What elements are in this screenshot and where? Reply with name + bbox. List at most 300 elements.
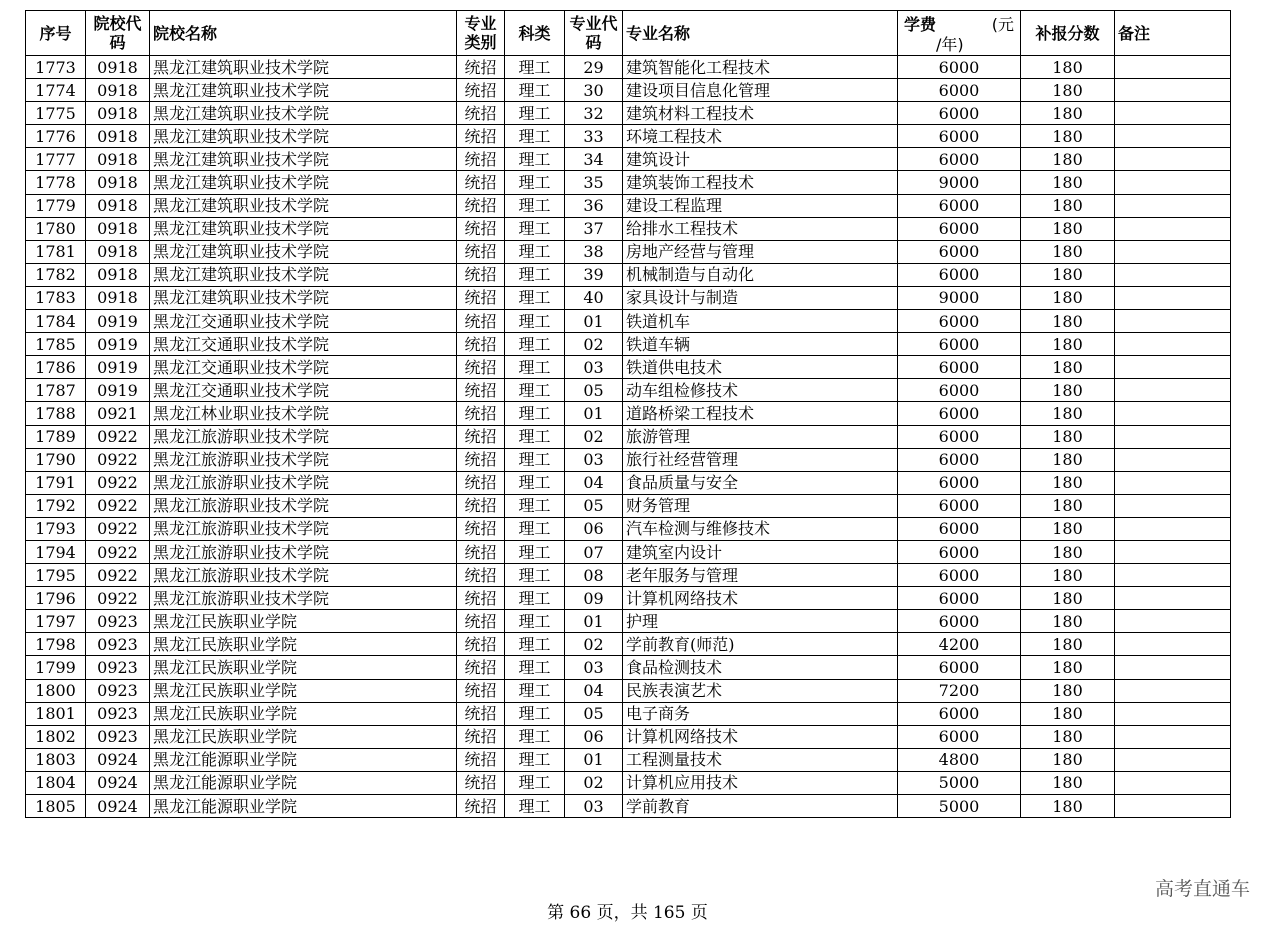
cell-school-name: 黑龙江民族职业学院 xyxy=(150,633,457,656)
cell-school-code: 0919 xyxy=(86,333,150,356)
cell-subject: 理工 xyxy=(505,633,565,656)
cell-score: 180 xyxy=(1021,587,1115,610)
cell-subject: 理工 xyxy=(505,448,565,471)
cell-subject: 理工 xyxy=(505,56,565,79)
cell-seq: 1777 xyxy=(26,148,86,171)
cell-fee: 9000 xyxy=(898,171,1021,194)
cell-school-name: 黑龙江民族职业学院 xyxy=(150,725,457,748)
cell-fee: 6000 xyxy=(898,310,1021,333)
cell-seq: 1786 xyxy=(26,356,86,379)
cell-school-code: 0921 xyxy=(86,402,150,425)
cell-major-code: 01 xyxy=(565,748,623,771)
cell-subject: 理工 xyxy=(505,286,565,309)
cell-major-code: 36 xyxy=(565,194,623,217)
cell-school-code: 0918 xyxy=(86,148,150,171)
cell-score: 180 xyxy=(1021,125,1115,148)
cell-fee: 6000 xyxy=(898,402,1021,425)
cell-seq: 1797 xyxy=(26,610,86,633)
cell-school-name: 黑龙江建筑职业技术学院 xyxy=(150,79,457,102)
cell-subject: 理工 xyxy=(505,125,565,148)
cell-seq: 1802 xyxy=(26,725,86,748)
cell-major-code: 01 xyxy=(565,310,623,333)
cell-fee: 6000 xyxy=(898,517,1021,540)
header-row xyxy=(26,11,1231,56)
cell-major-code: 39 xyxy=(565,263,623,286)
cell-major-code: 09 xyxy=(565,587,623,610)
cell-subject: 理工 xyxy=(505,702,565,725)
cell-major-type: 统招 xyxy=(457,171,505,194)
cell-fee: 6000 xyxy=(898,125,1021,148)
cell-major-name: 老年服务与管理 xyxy=(623,564,898,587)
cell-subject: 理工 xyxy=(505,795,565,818)
cell-school-name: 黑龙江交通职业技术学院 xyxy=(150,333,457,356)
cell-major-code: 03 xyxy=(565,448,623,471)
cell-major-type: 统招 xyxy=(457,540,505,563)
cell-score: 180 xyxy=(1021,56,1115,79)
cell-major-code: 03 xyxy=(565,656,623,679)
header-fee-unit-b: /年) xyxy=(936,35,964,54)
cell-fee: 6000 xyxy=(898,217,1021,240)
table-row xyxy=(26,217,1231,240)
cell-subject: 理工 xyxy=(505,494,565,517)
cell-seq: 1774 xyxy=(26,79,86,102)
cell-major-code: 38 xyxy=(565,240,623,263)
table-row xyxy=(26,263,1231,286)
cell-school-code: 0923 xyxy=(86,679,150,702)
cell-school-code: 0918 xyxy=(86,171,150,194)
cell-fee: 6000 xyxy=(898,79,1021,102)
cell-subject: 理工 xyxy=(505,725,565,748)
cell-note xyxy=(1115,356,1231,379)
table-row xyxy=(26,356,1231,379)
cell-seq: 1791 xyxy=(26,471,86,494)
table-row xyxy=(26,425,1231,448)
cell-school-name: 黑龙江旅游职业技术学院 xyxy=(150,587,457,610)
cell-major-name: 建筑材料工程技术 xyxy=(623,102,898,125)
cell-major-code: 33 xyxy=(565,125,623,148)
cell-major-type: 统招 xyxy=(457,356,505,379)
cell-score: 180 xyxy=(1021,333,1115,356)
cell-subject: 理工 xyxy=(505,610,565,633)
cell-subject: 理工 xyxy=(505,748,565,771)
cell-subject: 理工 xyxy=(505,771,565,794)
cell-fee: 6000 xyxy=(898,540,1021,563)
cell-fee: 6000 xyxy=(898,333,1021,356)
cell-major-code: 35 xyxy=(565,171,623,194)
cell-note xyxy=(1115,471,1231,494)
cell-school-code: 0923 xyxy=(86,725,150,748)
cell-score: 180 xyxy=(1021,771,1115,794)
cell-major-name: 民族表演艺术 xyxy=(623,679,898,702)
cell-school-name: 黑龙江旅游职业技术学院 xyxy=(150,564,457,587)
cell-fee: 4800 xyxy=(898,748,1021,771)
cell-subject: 理工 xyxy=(505,379,565,402)
cell-school-name: 黑龙江旅游职业技术学院 xyxy=(150,494,457,517)
table-row xyxy=(26,748,1231,771)
cell-seq: 1796 xyxy=(26,587,86,610)
cell-fee: 6000 xyxy=(898,656,1021,679)
cell-fee: 7200 xyxy=(898,679,1021,702)
cell-seq: 1792 xyxy=(26,494,86,517)
cell-seq: 1801 xyxy=(26,702,86,725)
cell-major-name: 工程测量技术 xyxy=(623,748,898,771)
cell-score: 180 xyxy=(1021,356,1115,379)
cell-major-code: 37 xyxy=(565,217,623,240)
cell-major-code: 04 xyxy=(565,679,623,702)
cell-school-code: 0922 xyxy=(86,587,150,610)
cell-fee: 5000 xyxy=(898,795,1021,818)
header-school-name: 院校名称 xyxy=(150,11,457,56)
cell-school-code: 0918 xyxy=(86,125,150,148)
cell-school-code: 0922 xyxy=(86,564,150,587)
cell-major-name: 给排水工程技术 xyxy=(623,217,898,240)
cell-note xyxy=(1115,494,1231,517)
cell-fee: 6000 xyxy=(898,494,1021,517)
cell-major-name: 护理 xyxy=(623,610,898,633)
table-row xyxy=(26,610,1231,633)
cell-major-code: 05 xyxy=(565,494,623,517)
cell-subject: 理工 xyxy=(505,194,565,217)
cell-note xyxy=(1115,79,1231,102)
cell-major-type: 统招 xyxy=(457,448,505,471)
cell-major-name: 学前教育(师范) xyxy=(623,633,898,656)
header-fee xyxy=(898,11,1021,56)
cell-school-name: 黑龙江民族职业学院 xyxy=(150,679,457,702)
cell-score: 180 xyxy=(1021,517,1115,540)
cell-major-name: 计算机应用技术 xyxy=(623,771,898,794)
cell-major-code: 03 xyxy=(565,795,623,818)
cell-note xyxy=(1115,702,1231,725)
cell-major-type: 统招 xyxy=(457,56,505,79)
cell-score: 180 xyxy=(1021,310,1115,333)
cell-fee: 6000 xyxy=(898,448,1021,471)
cell-seq: 1803 xyxy=(26,748,86,771)
table-row xyxy=(26,471,1231,494)
cell-fee: 6000 xyxy=(898,564,1021,587)
cell-school-name: 黑龙江建筑职业技术学院 xyxy=(150,240,457,263)
cell-school-code: 0922 xyxy=(86,517,150,540)
cell-seq: 1779 xyxy=(26,194,86,217)
cell-major-type: 统招 xyxy=(457,771,505,794)
cell-subject: 理工 xyxy=(505,564,565,587)
cell-major-name: 电子商务 xyxy=(623,702,898,725)
cell-major-code: 02 xyxy=(565,425,623,448)
cell-subject: 理工 xyxy=(505,679,565,702)
cell-major-type: 统招 xyxy=(457,102,505,125)
cell-major-code: 05 xyxy=(565,702,623,725)
cell-subject: 理工 xyxy=(505,517,565,540)
cell-score: 180 xyxy=(1021,379,1115,402)
cell-major-code: 02 xyxy=(565,333,623,356)
cell-school-name: 黑龙江民族职业学院 xyxy=(150,656,457,679)
cell-major-type: 统招 xyxy=(457,402,505,425)
cell-major-code: 06 xyxy=(565,517,623,540)
cell-school-name: 黑龙江民族职业学院 xyxy=(150,610,457,633)
cell-major-name: 旅游管理 xyxy=(623,425,898,448)
cell-subject: 理工 xyxy=(505,102,565,125)
cell-school-name: 黑龙江能源职业学院 xyxy=(150,748,457,771)
table-row xyxy=(26,402,1231,425)
cell-subject: 理工 xyxy=(505,471,565,494)
cell-seq: 1785 xyxy=(26,333,86,356)
cell-major-type: 统招 xyxy=(457,795,505,818)
table-row xyxy=(26,633,1231,656)
cell-note xyxy=(1115,148,1231,171)
table-row xyxy=(26,656,1231,679)
cell-seq: 1793 xyxy=(26,517,86,540)
cell-major-type: 统招 xyxy=(457,564,505,587)
cell-school-name: 黑龙江能源职业学院 xyxy=(150,795,457,818)
cell-major-name: 计算机网络技术 xyxy=(623,587,898,610)
cell-major-type: 统招 xyxy=(457,656,505,679)
table-row xyxy=(26,771,1231,794)
header-fee-label: 学费 xyxy=(904,15,937,34)
cell-major-name: 铁道供电技术 xyxy=(623,356,898,379)
cell-major-code: 05 xyxy=(565,379,623,402)
cell-seq: 1790 xyxy=(26,448,86,471)
table-row xyxy=(26,286,1231,309)
cell-major-name: 建设工程监理 xyxy=(623,194,898,217)
cell-score: 180 xyxy=(1021,79,1115,102)
cell-major-name: 食品质量与安全 xyxy=(623,471,898,494)
cell-seq: 1782 xyxy=(26,263,86,286)
cell-school-code: 0923 xyxy=(86,633,150,656)
cell-major-type: 统招 xyxy=(457,148,505,171)
admission-table xyxy=(25,10,1231,818)
cell-note xyxy=(1115,333,1231,356)
cell-major-type: 统招 xyxy=(457,587,505,610)
cell-major-name: 食品检测技术 xyxy=(623,656,898,679)
cell-subject: 理工 xyxy=(505,240,565,263)
cell-fee: 6000 xyxy=(898,240,1021,263)
table-row xyxy=(26,148,1231,171)
cell-major-name: 旅行社经营管理 xyxy=(623,448,898,471)
cell-note xyxy=(1115,217,1231,240)
cell-seq: 1799 xyxy=(26,656,86,679)
cell-fee: 6000 xyxy=(898,379,1021,402)
cell-school-name: 黑龙江建筑职业技术学院 xyxy=(150,125,457,148)
cell-major-code: 03 xyxy=(565,356,623,379)
cell-score: 180 xyxy=(1021,402,1115,425)
cell-note xyxy=(1115,102,1231,125)
table-row xyxy=(26,587,1231,610)
cell-school-name: 黑龙江建筑职业技术学院 xyxy=(150,171,457,194)
cell-school-code: 0923 xyxy=(86,702,150,725)
cell-school-code: 0922 xyxy=(86,494,150,517)
cell-score: 180 xyxy=(1021,725,1115,748)
cell-school-code: 0918 xyxy=(86,286,150,309)
cell-score: 180 xyxy=(1021,633,1115,656)
table-row xyxy=(26,379,1231,402)
cell-score: 180 xyxy=(1021,194,1115,217)
cell-school-name: 黑龙江交通职业技术学院 xyxy=(150,356,457,379)
cell-school-name: 黑龙江建筑职业技术学院 xyxy=(150,194,457,217)
cell-fee: 6000 xyxy=(898,56,1021,79)
table-row xyxy=(26,194,1231,217)
cell-seq: 1773 xyxy=(26,56,86,79)
cell-note xyxy=(1115,679,1231,702)
cell-fee: 6000 xyxy=(898,587,1021,610)
cell-major-type: 统招 xyxy=(457,471,505,494)
cell-score: 180 xyxy=(1021,679,1115,702)
cell-note xyxy=(1115,610,1231,633)
cell-school-name: 黑龙江建筑职业技术学院 xyxy=(150,56,457,79)
cell-school-name: 黑龙江交通职业技术学院 xyxy=(150,379,457,402)
cell-major-name: 建设项目信息化管理 xyxy=(623,79,898,102)
cell-fee: 6000 xyxy=(898,425,1021,448)
cell-note xyxy=(1115,633,1231,656)
cell-school-name: 黑龙江能源职业学院 xyxy=(150,771,457,794)
cell-subject: 理工 xyxy=(505,171,565,194)
table-row xyxy=(26,56,1231,79)
cell-seq: 1805 xyxy=(26,795,86,818)
cell-score: 180 xyxy=(1021,702,1115,725)
cell-subject: 理工 xyxy=(505,587,565,610)
table-row xyxy=(26,240,1231,263)
table-row xyxy=(26,679,1231,702)
cell-fee: 6000 xyxy=(898,148,1021,171)
cell-major-name: 房地产经营与管理 xyxy=(623,240,898,263)
cell-score: 180 xyxy=(1021,148,1115,171)
table-row xyxy=(26,540,1231,563)
table-row xyxy=(26,102,1231,125)
cell-fee: 6000 xyxy=(898,102,1021,125)
header-major-code: 专业代码 xyxy=(565,11,623,56)
cell-major-type: 统招 xyxy=(457,702,505,725)
cell-fee: 6000 xyxy=(898,702,1021,725)
cell-school-code: 0922 xyxy=(86,540,150,563)
table-row xyxy=(26,795,1231,818)
cell-fee: 9000 xyxy=(898,286,1021,309)
cell-school-code: 0918 xyxy=(86,217,150,240)
cell-major-type: 统招 xyxy=(457,633,505,656)
cell-note xyxy=(1115,402,1231,425)
cell-major-code: 02 xyxy=(565,633,623,656)
cell-major-type: 统招 xyxy=(457,217,505,240)
cell-note xyxy=(1115,379,1231,402)
cell-major-name: 计算机网络技术 xyxy=(623,725,898,748)
cell-seq: 1800 xyxy=(26,679,86,702)
cell-school-name: 黑龙江建筑职业技术学院 xyxy=(150,286,457,309)
cell-seq: 1780 xyxy=(26,217,86,240)
cell-subject: 理工 xyxy=(505,356,565,379)
cell-school-code: 0923 xyxy=(86,610,150,633)
cell-major-code: 32 xyxy=(565,102,623,125)
cell-subject: 理工 xyxy=(505,540,565,563)
cell-school-name: 黑龙江旅游职业技术学院 xyxy=(150,517,457,540)
cell-note xyxy=(1115,125,1231,148)
cell-score: 180 xyxy=(1021,240,1115,263)
cell-major-code: 06 xyxy=(565,725,623,748)
cell-seq: 1789 xyxy=(26,425,86,448)
cell-note xyxy=(1115,448,1231,471)
cell-subject: 理工 xyxy=(505,217,565,240)
table-row xyxy=(26,702,1231,725)
cell-school-code: 0924 xyxy=(86,795,150,818)
cell-major-type: 统招 xyxy=(457,425,505,448)
cell-school-name: 黑龙江交通职业技术学院 xyxy=(150,310,457,333)
table-row xyxy=(26,79,1231,102)
cell-note xyxy=(1115,286,1231,309)
header-major-name: 专业名称 xyxy=(623,11,898,56)
cell-subject: 理工 xyxy=(505,425,565,448)
cell-major-type: 统招 xyxy=(457,263,505,286)
cell-seq: 1795 xyxy=(26,564,86,587)
cell-note xyxy=(1115,656,1231,679)
cell-score: 180 xyxy=(1021,448,1115,471)
cell-major-type: 统招 xyxy=(457,610,505,633)
cell-major-code: 07 xyxy=(565,540,623,563)
table-row xyxy=(26,564,1231,587)
cell-score: 180 xyxy=(1021,795,1115,818)
table-row xyxy=(26,517,1231,540)
table-row xyxy=(26,310,1231,333)
cell-school-code: 0919 xyxy=(86,379,150,402)
cell-fee: 6000 xyxy=(898,471,1021,494)
cell-note xyxy=(1115,310,1231,333)
cell-score: 180 xyxy=(1021,263,1115,286)
cell-fee: 6000 xyxy=(898,263,1021,286)
table-row xyxy=(26,125,1231,148)
cell-school-code: 0918 xyxy=(86,79,150,102)
cell-school-code: 0918 xyxy=(86,102,150,125)
cell-score: 180 xyxy=(1021,471,1115,494)
cell-note xyxy=(1115,171,1231,194)
cell-major-type: 统招 xyxy=(457,286,505,309)
cell-score: 180 xyxy=(1021,286,1115,309)
cell-score: 180 xyxy=(1021,102,1115,125)
cell-school-name: 黑龙江林业职业技术学院 xyxy=(150,402,457,425)
cell-major-type: 统招 xyxy=(457,79,505,102)
cell-school-code: 0918 xyxy=(86,263,150,286)
cell-seq: 1787 xyxy=(26,379,86,402)
cell-note xyxy=(1115,56,1231,79)
cell-seq: 1783 xyxy=(26,286,86,309)
cell-major-name: 家具设计与制造 xyxy=(623,286,898,309)
cell-subject: 理工 xyxy=(505,310,565,333)
cell-note xyxy=(1115,564,1231,587)
cell-major-name: 建筑装饰工程技术 xyxy=(623,171,898,194)
cell-major-type: 统招 xyxy=(457,748,505,771)
cell-school-code: 0919 xyxy=(86,310,150,333)
cell-major-code: 40 xyxy=(565,286,623,309)
cell-major-type: 统招 xyxy=(457,679,505,702)
cell-note xyxy=(1115,425,1231,448)
header-seq: 序号 xyxy=(26,11,86,56)
cell-subject: 理工 xyxy=(505,402,565,425)
cell-note xyxy=(1115,587,1231,610)
table-row xyxy=(26,494,1231,517)
cell-major-name: 建筑智能化工程技术 xyxy=(623,56,898,79)
cell-seq: 1788 xyxy=(26,402,86,425)
cell-major-code: 30 xyxy=(565,79,623,102)
cell-major-name: 建筑设计 xyxy=(623,148,898,171)
cell-seq: 1775 xyxy=(26,102,86,125)
cell-major-name: 财务管理 xyxy=(623,494,898,517)
cell-fee: 4200 xyxy=(898,633,1021,656)
cell-major-code: 01 xyxy=(565,402,623,425)
header-fee-unit-a: (元 xyxy=(991,15,1014,34)
cell-major-name: 汽车检测与维修技术 xyxy=(623,517,898,540)
cell-major-type: 统招 xyxy=(457,125,505,148)
header-school-code: 院校代码 xyxy=(86,11,150,56)
cell-major-code: 34 xyxy=(565,148,623,171)
cell-major-code: 08 xyxy=(565,564,623,587)
cell-school-code: 0923 xyxy=(86,656,150,679)
cell-school-code: 0922 xyxy=(86,425,150,448)
cell-school-name: 黑龙江建筑职业技术学院 xyxy=(150,148,457,171)
cell-seq: 1804 xyxy=(26,771,86,794)
